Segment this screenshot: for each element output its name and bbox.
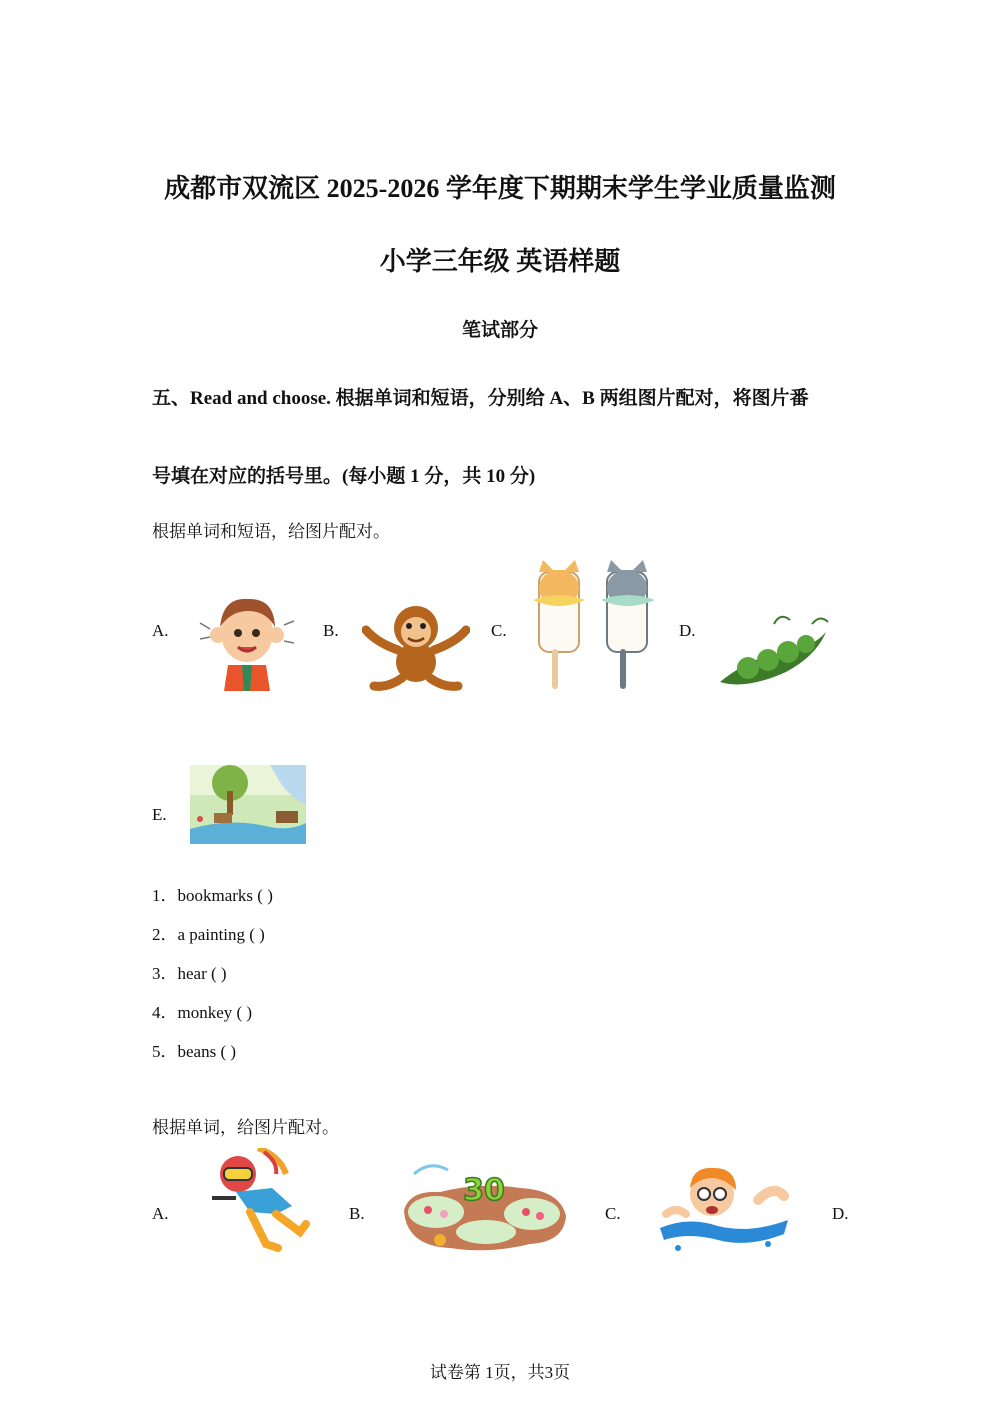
group-b-instruction: 根据单词，给图片配对。 bbox=[152, 1118, 339, 1137]
question-5: 5．beans ( ) bbox=[152, 1042, 237, 1061]
section-heading-line-2: 号填在对应的括号里。(每小题 1 分，共 10 分) bbox=[152, 466, 536, 487]
monkey-icon bbox=[362, 600, 470, 692]
option-d-label: D. bbox=[679, 621, 696, 640]
boy-hearing-icon bbox=[198, 595, 296, 691]
group-b-option-d-label: D. bbox=[832, 1204, 849, 1223]
group-a-instruction: 根据单词和短语，给图片配对。 bbox=[152, 522, 390, 541]
title-line-1: 成都市双流区 2025-2026 学年度下期期末学生学业质量监测 bbox=[164, 174, 836, 203]
section-heading-line-1: 五、Read and choose. 根据单词和短语，分别给 A、B 两组图片配对，将图片番 bbox=[152, 388, 809, 409]
option-c-label: C. bbox=[491, 621, 507, 640]
skydiver-icon bbox=[206, 1148, 310, 1254]
question-4: 4．monkey ( ) bbox=[152, 1003, 253, 1022]
question-2: 2．a painting ( ) bbox=[152, 925, 265, 944]
option-b-label: B. bbox=[323, 621, 339, 640]
group-b-option-c-label: C. bbox=[605, 1204, 621, 1223]
cat-bookmarks-icon bbox=[527, 558, 663, 694]
page-footer: 试卷第 1页，共3页 bbox=[429, 1363, 571, 1382]
option-e-label: E. bbox=[152, 805, 167, 824]
svg-text:30: 30 bbox=[463, 1173, 505, 1208]
title-line-2: 小学三年级 英语样题 bbox=[379, 247, 621, 276]
option-a-label: A. bbox=[152, 621, 169, 640]
subtitle: 笔试部分 bbox=[461, 320, 538, 341]
garden-30-icon bbox=[400, 1160, 568, 1256]
question-1: 1．bookmarks ( ) bbox=[152, 886, 273, 905]
landscape-painting-icon bbox=[190, 765, 306, 844]
question-3: 3．hear ( ) bbox=[152, 964, 227, 983]
group-b-option-b-label: B. bbox=[349, 1204, 365, 1223]
group-b-option-a-label: A. bbox=[152, 1204, 169, 1223]
swimmer-icon bbox=[658, 1160, 792, 1254]
pea-pod-icon bbox=[716, 612, 834, 692]
